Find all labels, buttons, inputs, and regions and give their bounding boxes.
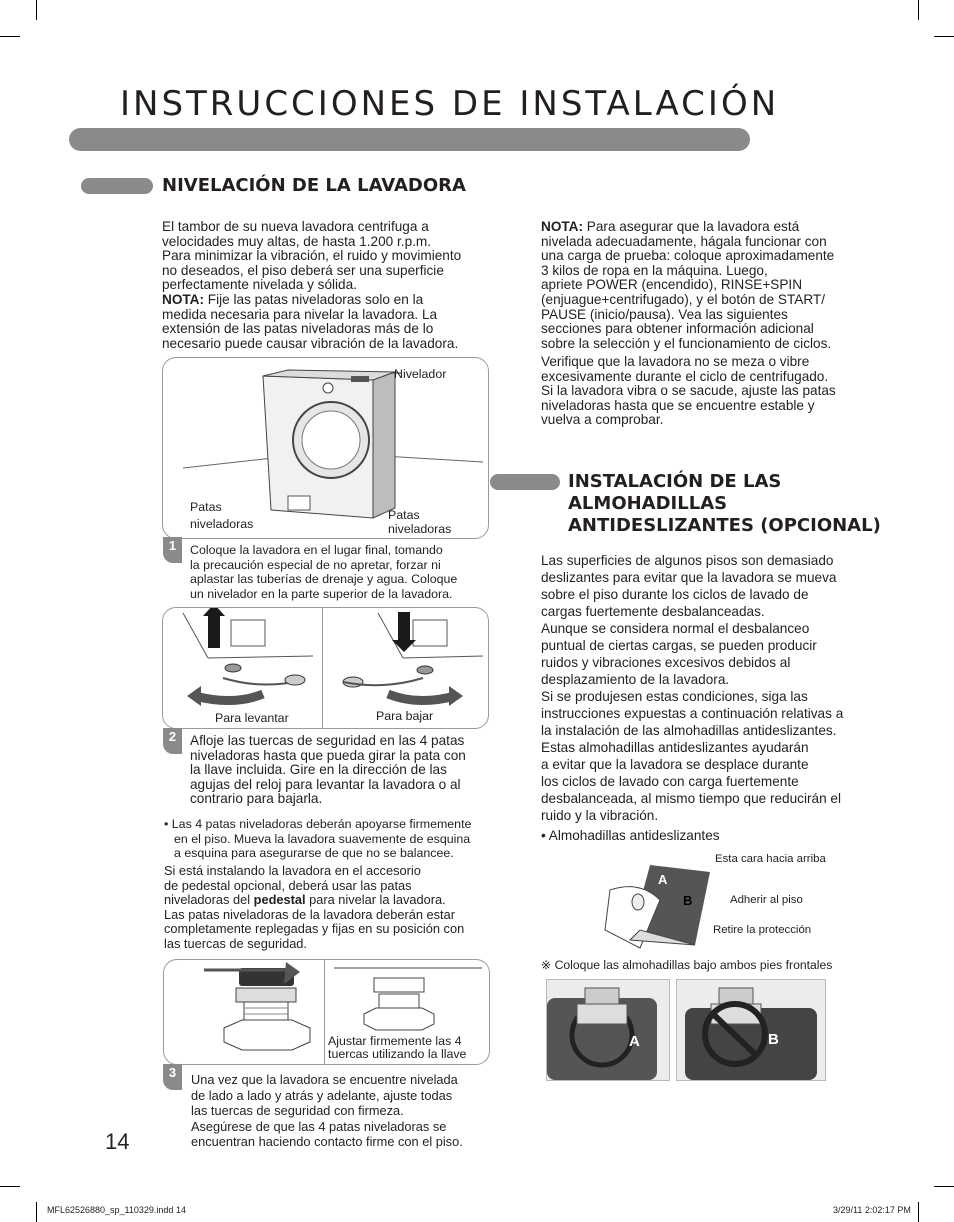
section-pill xyxy=(81,178,153,194)
step-number-1: 1 xyxy=(163,537,182,563)
label-adherir: Adherir al piso xyxy=(730,894,803,906)
step-number-2: 2 xyxy=(163,728,182,754)
intro-text: El tambor de su nueva lavadora centrifuga a velocidades muy altas, de hasta 1.200 r.p.m. Para minimizar la vibración, el ruido y movimiento no deseados, el piso deberá ser una superficie perfectamente nivelada y sólida. NOTA: Fije las patas niveladoras solo en la medida necesaria para nivelar la lavadora. La extensión de las patas niveladoras más de lo necesario puede causar vibración de la lavadora. xyxy=(162,219,462,351)
crop-mark xyxy=(36,1202,37,1222)
page-title: INSTRUCCIONES DE INSTALACIÓN xyxy=(120,84,780,124)
photo-pad-a xyxy=(546,979,670,1081)
label-ajustar: Ajustar firmemente las 4 tuercas utilizando la llave xyxy=(328,1034,467,1061)
crop-mark xyxy=(934,36,954,37)
label-retire: Retire la protección xyxy=(713,924,812,936)
step-1-text: Coloque la lavadora en el lugar final, tomando la precaución especial de no apretar, forzar ni aplastar las tuberías de drenaje y agua. Coloque un nivelador en la parte superior de la lavadora. xyxy=(190,543,458,601)
footer-file: MFL62526880_sp_110329.indd 14 xyxy=(47,1205,186,1215)
note-front-feet: ※ Coloque las almohadillas bajo ambos pies frontales xyxy=(541,958,833,972)
pedestal-text: Si está instalando la lavadora en el accesorio de pedestal opcional, deberá usar las patas niveladoras del pedestal para nivelar la lavadora. Las patas niveladoras de la lavadora deberán estar completamente replegadas y fijas en su posición con las tuercas de seguridad. xyxy=(164,863,465,951)
label-esta-cara: Esta cara hacia arriba xyxy=(715,853,826,865)
footer-date: 3/29/11 2:02:17 PM xyxy=(833,1205,911,1215)
crop-mark xyxy=(934,1186,954,1187)
step-3-text: Una vez que la lavadora se encuentre nivelada de lado a lado y atrás y adelante, ajuste todas las tuercas de seguridad con firmeza. Asegúrese de que las 4 patas niveladoras se encuentran haciendo contacto firme con el piso. xyxy=(191,1072,463,1150)
section2-body: Las superficies de algunos pisos son demasiado deslizantes para evitar que la lavadora se mueva sobre el piso durante los ciclos de lavado de cargas fuertemente desbalanceadas. Aunque se considera normal el desbalanceo puntual de ciertas cargas, se pueden producir ruidos y vibraciones excesivos debidos al desplazamiento de la lavadora. Si se produjesen estas condiciones, siga las instrucciones expuestas a continuación relativas a la instalación de las almohadillas antideslizantes. Estas almohadillas antideslizantes ayudarán a evitar que la lavadora se desplace durante los ciclos de lavado con carga fuertemente desbalanceada, al mismo tiempo que reducirán el ruido y la vibración. xyxy=(541,553,844,823)
bullet-almohadillas: • Almohadillas antideslizantes xyxy=(541,828,720,843)
leg-adjust-illustration xyxy=(163,608,488,728)
figure-nut-box xyxy=(163,959,490,1065)
photo-label-a: A xyxy=(629,1033,640,1050)
label-patas-left: Patas niveladoras xyxy=(190,500,254,531)
label-patas-right: Patas niveladoras xyxy=(388,508,452,536)
section-heading-almohadillas: INSTALACIÓN DE LAS ALMOHADILLAS ANTIDESLIZANTES (OPCIONAL) xyxy=(568,471,881,536)
right-note: NOTA: Para asegurar que la lavadora está nivelada adecuadamente, hágala funcionar con una carga de prueba: coloque aproximadamente 3 kilos de ropa en la máquina. Luego, apriete POWER (encendido), RINSE+SPIN (enjuague+centrifugado), y el botón de START/ PAUSE (inicio/pausa). Vea las siguientes secciones para obtener información adicional sobre la selección y el funcionamiento de ciclos. xyxy=(541,219,835,351)
crop-mark xyxy=(0,1186,20,1187)
verify-text: Verifique que la lavadora no se meza o vibre excesivamente durante el ciclo de centrifugado. Si la lavadora vibra o se sacude, ajuste las patas niveladoras hasta que se encuentre estable y vuelva a comprobar. xyxy=(541,354,836,428)
section-pill xyxy=(490,474,560,490)
title-bar xyxy=(69,128,750,151)
step-number-3: 3 xyxy=(163,1064,182,1090)
crop-mark xyxy=(918,0,919,20)
crop-mark xyxy=(36,0,37,20)
page-number: 14 xyxy=(105,1129,130,1154)
step-2-text: Afloje las tuercas de seguridad en las 4 patas niveladoras hasta que pueda girar la pata con la llave incluida. Gire en la dirección de las agujas del reloj para levantar la lavadora o al contrario para bajarla. xyxy=(190,733,466,807)
label-para-bajar: Para bajar xyxy=(376,709,434,723)
photo-label-b: B xyxy=(768,1031,779,1048)
pad-label-b: B xyxy=(683,893,693,908)
label-para-levantar: Para levantar xyxy=(215,711,289,725)
photo-pad-b xyxy=(676,979,826,1081)
label-nivelador: Nivelador xyxy=(394,367,447,381)
crop-mark xyxy=(918,1202,919,1222)
crop-mark xyxy=(0,36,20,37)
figure-washer-box xyxy=(162,357,489,539)
section-heading-nivelacion: NIVELACIÓN DE LA LAVADORA xyxy=(162,175,466,196)
pad-label-a: A xyxy=(658,872,668,887)
bullet-note: • Las 4 patas niveladoras deberán apoyarse firmemente en el piso. Mueva la lavadora suavemente de esquina a esquina para asegurarse de que no se balancee. xyxy=(164,817,472,860)
figure-leg-adjust-box xyxy=(162,607,489,729)
